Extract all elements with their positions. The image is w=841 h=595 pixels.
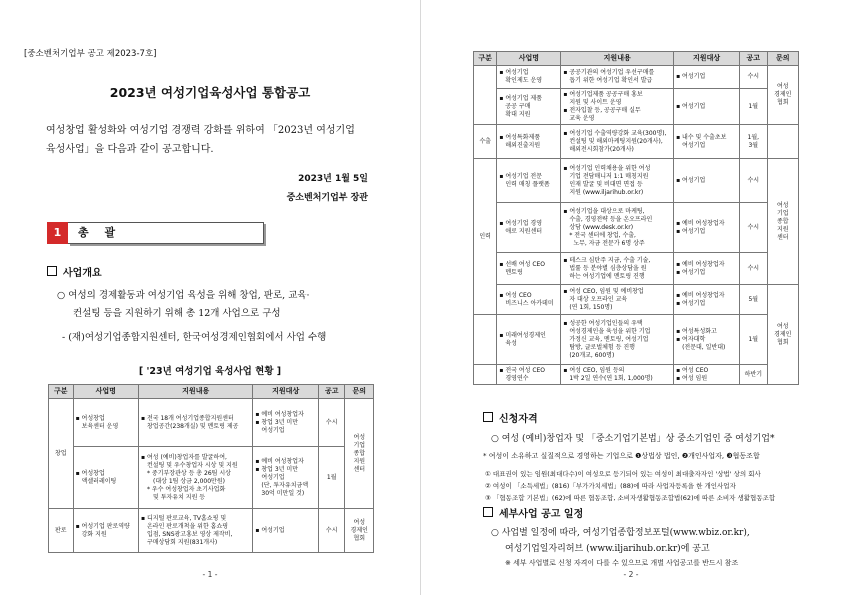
cell-line: 탐방, 글로벌체험 등 진행 [569,343,635,351]
category-cell: 수출 [474,125,497,159]
cell-line: 상담 (www.desk.or.kr) [569,223,634,231]
cell-line: 여성기업 [682,141,706,149]
schedule-line: 여성기업일자리허브 (www.iljarihub.or.kr)에 공고 [505,544,710,554]
overview-heading-text: 사업개요 [63,268,102,279]
cell-line: 확인제도 운영 [505,77,543,84]
eligibility-item: ① 대표권이 있는 임원(최대다수)이 여성으로 등기되어 있는 여성이 최대출자자인 '상법' 상의 회사 [485,470,761,478]
cell-line: ▪ 여성 임원 [676,374,708,382]
cell-line: 컨설팅 및 해외마케팅지원(20개사), [569,137,663,145]
eligibility-line: ○ 여성 (예비)창업자 및 「중소기업기본법」상 중소기업인 중 여성기업* [491,434,775,444]
overview-heading [47,264,102,279]
page-1 [0,0,420,595]
name-cell [73,447,138,509]
cell-line: 종합 [776,217,789,225]
cell-line: ▪ 여성창업 [75,414,105,422]
cell-line: 강화 지원 [81,530,107,538]
name-cell [497,315,561,365]
table-row [49,509,374,553]
target-cell: ▪ 여성기업 [253,509,319,553]
name-cell [73,509,138,553]
cell-line: ▪ 여성특성화고 [676,327,717,335]
cell-line: ▪ 여성 (예비)창업자를 발굴하여, [141,453,227,461]
cell-line: 돕기 위한 여성기업 확인서 발급 [569,77,653,84]
cell-line: 지원 (www.iljarihub.or.kr) [569,188,644,196]
target-cell: ▪ 여성기업 [674,159,740,203]
table-row [474,89,799,125]
cell-line: 경영연수 [505,374,529,382]
col-header: 지원내용 [139,385,253,399]
cell-line: 여성 [776,201,789,209]
col-header: 문의 [767,52,798,66]
notice-cell [740,125,767,159]
overview-line: 컨설팅 등을 지원하기 위해 총 12개 사업으로 구성 [73,308,281,319]
square-bullet-icon [483,412,493,422]
cell-line: ▪ 여성특화제품 [499,133,541,141]
cell-line: ▪ 여성기업 [676,268,706,276]
cell-line: ▪ 여성기업 전문 [499,172,543,180]
cell-line: 창업공간(238개실) 및 멘토링 제공 [147,422,239,430]
notice-cell: 1월 [740,315,767,365]
cell-line: ▪ 여성 CEO [676,366,709,374]
col-header: 사업명 [73,385,138,399]
cell-line: ▪ 여성기업 [676,227,706,235]
content-cell [561,285,674,315]
cell-line: 여성기업 [261,426,285,434]
cell-line: 여성기업 [261,473,285,481]
table-row [474,285,799,315]
page-number: - 2 - [623,570,639,579]
cell-line: ▪ 테스크 심탄주 지금, 수출 기술, [563,256,651,264]
notice-date: 2023년 1월 5일 [298,174,368,184]
contact-cell [767,66,798,125]
cell-line: 노무, 자금 전문가 6명 상주 [573,239,645,247]
cell-line: 기업 전담매니저 1:1 매칭지원 [569,172,649,180]
cell-line: 온라인 판로개척을 위한 홈쇼핑 [147,522,229,530]
name-cell [497,285,561,315]
cell-line: 자 대상 오프라인 교육 [569,295,628,303]
cell-line: ▪ 선배 여성 CEO [499,260,546,268]
target-cell: ▪ 여성기업 [674,66,740,89]
cell-line: 지원 [776,225,789,233]
cell-line: 컨설팅 및 우수창업자 시상 및 지원 [147,461,238,469]
cell-line: 가정신 교육, 멘토링, 여성기업 [569,335,649,343]
name-cell [497,159,561,203]
page-title: 2023년 여성기업육성사업 통합공고 [109,85,311,100]
contact-cell [767,159,798,285]
cell-line: 인재 발굴 및 비대면 면접 등 [569,180,643,188]
cell-line: 지원 [353,457,366,465]
cell-line: 경제인 [350,526,368,534]
cell-line: ▪ 여성 CEO, 임원 등의 [563,366,625,374]
square-bullet-icon [483,507,493,517]
contact-cell [767,285,798,385]
target-cell [674,125,740,159]
category-cell: 판로 [49,509,74,553]
cell-line: 협회 [353,534,366,542]
cell-line: ▪ 여성기업 수출역량강화 교육(300명), [563,129,667,137]
cell-line: ▪ 전자입찰 등, 공공구매 실무 [563,106,641,114]
cell-line: ▪ 전국 18개 여성기업종합지원센터 [141,414,234,422]
cell-line: 보육센터 운영 [81,422,119,430]
table-row [474,203,799,253]
col-header: 공고 [740,52,767,66]
cell-line: 센터 [776,233,789,241]
cell-line: ▪ 창업 3년 미만 [255,418,298,426]
target-cell [674,203,740,253]
cell-line: ▪ 여성기업제품 공공구매 홍보 [563,90,643,98]
category-cell-empty [474,66,497,125]
target-cell [674,365,740,385]
cell-line: (전문대, 일반대) [682,343,726,351]
cell-line: 멘토링 [505,268,523,276]
cell-line: ▪ 디지털 판로교육, TV홈쇼핑 및 [141,514,227,522]
cell-line: ▪ 여성기업 판로역량 [75,522,130,530]
cell-line: 30억 미만일 것) [261,489,305,497]
target-cell [674,285,740,315]
name-cell [497,125,561,159]
target-cell [674,253,740,285]
overview-line: ○ 여성의 경제활동과 여성기업 육성을 위해 창업, 판로, 교육· [57,290,310,301]
cell-line: 비즈니스 아카데미 [505,299,554,307]
notice-cell: 수시 [740,253,767,285]
category-cell: 인력 [474,159,497,315]
intro-line: 여성창업 활성화와 여성기업 경쟁력 강화를 위하여 「2023년 여성기업 [46,125,355,136]
cell-line: ▪ 예비 여성창업자 [676,219,725,227]
notice-cell: 수시 [318,509,345,553]
schedule-note: ※ 세부 사업별로 신청 자격이 다를 수 있으므로 개별 사업공고를 반드시 참조 [505,559,739,567]
name-cell [497,89,561,125]
content-cell [561,203,674,253]
contact-cell [345,399,374,509]
cell-line: ▪ 창업 3년 미만 [255,465,298,473]
cell-line: (대상 1팀 상금 2,000만원) [153,477,225,485]
cell-line: ▪ 여성기업 제품 [499,94,543,102]
category-cell-empty [474,315,497,365]
cell-line: 법률 등 분야별 심층상담을 원 [569,264,647,272]
cell-line: ▪ 여성기업 경영 [499,219,543,227]
name-cell [73,399,138,447]
content-cell [561,253,674,285]
cell-line: 종합 [353,449,366,457]
cell-line: 센터 [353,465,366,473]
table-row [474,253,799,285]
name-cell [497,365,561,385]
cell-line: 육성 [505,339,517,347]
notice-id: [중소벤처기업부 공고 제2023-7호] [24,49,157,59]
cell-line: 지원 및 사이트 운영 [569,98,622,106]
cell-line: 하는 여성기업에 멘토링 진행 [569,272,645,280]
cell-line: 기업 [776,209,789,217]
schedule-heading [483,505,583,520]
target-cell [253,447,319,509]
section-title: 총 괄 [68,222,264,244]
content-cell [561,315,674,365]
notice-cell: 수시 [318,399,345,447]
cell-line: 해외전시회참가(20개사) [569,145,634,153]
content-cell [561,159,674,203]
notice-cell: 수시 [740,159,767,203]
cell-line: * 전국 센터에 창업, 수출, [569,231,636,239]
table-header-row [49,385,374,399]
page-number: - 1 - [202,570,218,579]
table-caption: [ '23년 여성기업 육성사업 현황 ] [138,366,282,377]
cell-line: 수출, 경영전략 등을 온오프라인 [569,215,653,223]
cell-line: ▪ 여성 CEO [499,291,532,299]
cell-line: 액셀러레이팅 [81,477,117,485]
contact-cell [345,509,374,553]
table-row [49,399,374,447]
cell-line: ▪ 여성기업을 대상으로 마케팅, [563,207,645,215]
notice-cell: 1월 [740,89,767,125]
eligibility-heading-text: 신청자격 [499,414,538,425]
col-header: 지원대상 [674,52,740,66]
cell-line: 입점, SNS광고홍보 영상 제작비, [147,530,233,538]
content-cell [561,125,674,159]
eligibility-heading [483,410,538,425]
col-header: 문의 [345,385,374,399]
schedule-line: ○ 사업별 일정에 따라, 여성기업종합정보포털(www.wbiz.or.kr), [491,528,750,538]
table-row [474,365,799,385]
table-row [49,447,374,509]
name-cell [497,66,561,89]
cell-line: ▪ 미래여성경제인 [499,331,546,339]
program-table-1 [48,384,374,553]
cell-line: ▪ 여성기업 인력채용을 위한 여성 [563,164,651,172]
issuing-ministry: 중소벤처기업부 장관 [286,193,368,203]
cell-line: 기업 [353,441,366,449]
square-bullet-icon [47,266,57,276]
cell-line: (연 1회, 150명) [569,303,613,311]
cell-line: 여성 [776,83,789,90]
cell-line: ▪ 여성기업 [676,299,706,307]
cell-line: 경제인 [774,91,792,98]
cell-line: * 우수 여성창업자 초기사업화 [147,485,226,493]
eligibility-item: ② 여성이 「소득세법」(816)「부가가치세법」(88)에 따라 사업자등록을 한 개인사업자 [485,482,736,490]
cell-line: 구매상담회 지원(831개사) [147,538,218,546]
notice-cell: 5월 [740,285,767,315]
cell-line: 여성 [776,322,789,330]
program-table-2 [473,51,799,385]
cell-line: ▪ 예비 여성창업자 [255,410,304,418]
cell-line: ▪ 예비 여성창업자 [676,260,725,268]
col-header: 구분 [474,52,497,66]
cell-line: ▪ 내수 및 수출초보 [676,133,727,141]
operators-line: - (재)여성기업종합지원센터, 한국여성경제인협회에서 사업 수행 [62,332,327,343]
schedule-heading-text: 세부사업 공고 일정 [499,509,584,520]
cell-line: * 중기부장관상 등 총 26팀 시상 [147,469,231,477]
cell-line: 해외진출지원 [505,141,541,149]
table-row [474,159,799,203]
eligibility-note: * 여성이 소유하고 실질적으로 경영하는 기업으로 ❶상법상 법인, ❷개인사업자, ❸협동조합 [483,452,760,460]
notice-cell: 수시 [740,203,767,253]
category-cell-empty [474,365,497,385]
cell-line: 교육 운영 [569,114,595,122]
name-cell [497,203,561,253]
cell-line: 여성경제인을 육성을 위한 기업 [569,327,651,335]
col-header: 사업명 [497,52,561,66]
cell-line: ▪ 예비 여성창업자 [676,291,725,299]
cell-line: ▪ 여성 CEO, 임원 및 예비창업 [563,287,644,295]
cell-line: ▪ 예비 여성창업자 [255,457,304,465]
target-cell [674,315,740,365]
content-cell [139,509,253,553]
table-row [474,125,799,159]
cell-line: ▪ 여성기업 [499,69,529,76]
page-2 [421,0,841,595]
cell-line: 협회 [776,338,789,346]
table-header-row [474,52,799,66]
cell-line: ▪ 전국 여성 CEO [499,366,546,374]
col-header: 지원내용 [561,52,674,66]
category-cell: 창업 [49,399,74,509]
notice-cell: 수시 [740,66,767,89]
cell-line: 여성 [353,518,366,526]
content-cell [139,447,253,509]
eligibility-item: ③ 「협동조합 기본법」(62)에 따른 협동조합, 소비자생활협동조합법(62)에 따른 소비자 생활협동조합 [485,494,776,502]
cell-line: 경제인 [774,330,792,338]
notice-cell: 1월 [318,447,345,509]
cell-line: ▪ 공공기관의 여성기업 우선구매를 [563,69,655,76]
table-row [474,315,799,365]
cell-line: 확대 지원 [505,110,531,118]
target-cell [253,399,319,447]
eligibility-items [485,468,775,504]
cell-line: (단, 투자유치금액 [261,481,309,489]
name-cell [497,253,561,285]
target-cell: ▪ 여성기업 [674,89,740,125]
cell-line: 3월 [748,141,759,149]
cell-line: (20개교, 600명) [569,351,615,359]
cell-line: 1박 2일 연수(연 1회, 1,000명) [569,374,653,382]
cell-line: ▪ 성공한 여성기업인들의 우택 [563,319,643,327]
cell-line: 1월, [747,133,760,141]
cell-line: ▪ 여성창업 [75,469,105,477]
col-header: 공고 [318,385,345,399]
col-header: 구분 [49,385,74,399]
col-header: 지원대상 [253,385,319,399]
cell-line: ▪ 여자대학 [676,335,706,343]
content-cell [561,365,674,385]
section-number-badge: 1 [47,222,68,244]
intro-paragraph [46,121,396,159]
content-cell [561,66,674,89]
contact-cell-empty [767,125,798,159]
cell-line: 여성 [353,433,366,441]
content-cell [139,399,253,447]
notice-cell: 하반기 [740,365,767,385]
content-cell [561,89,674,125]
cell-line: 협회 [776,99,789,106]
table-row [474,66,799,89]
intro-line: 육성사업」을 다음과 같이 공고합니다. [46,144,214,155]
cell-line: 인력 매칭 플랫폼 [505,180,550,188]
cell-line: 애로 지원센터 [505,227,543,235]
cell-line: 공공 구매 [505,102,531,110]
cell-line: 및 투자유치 지원 등 [153,493,206,501]
